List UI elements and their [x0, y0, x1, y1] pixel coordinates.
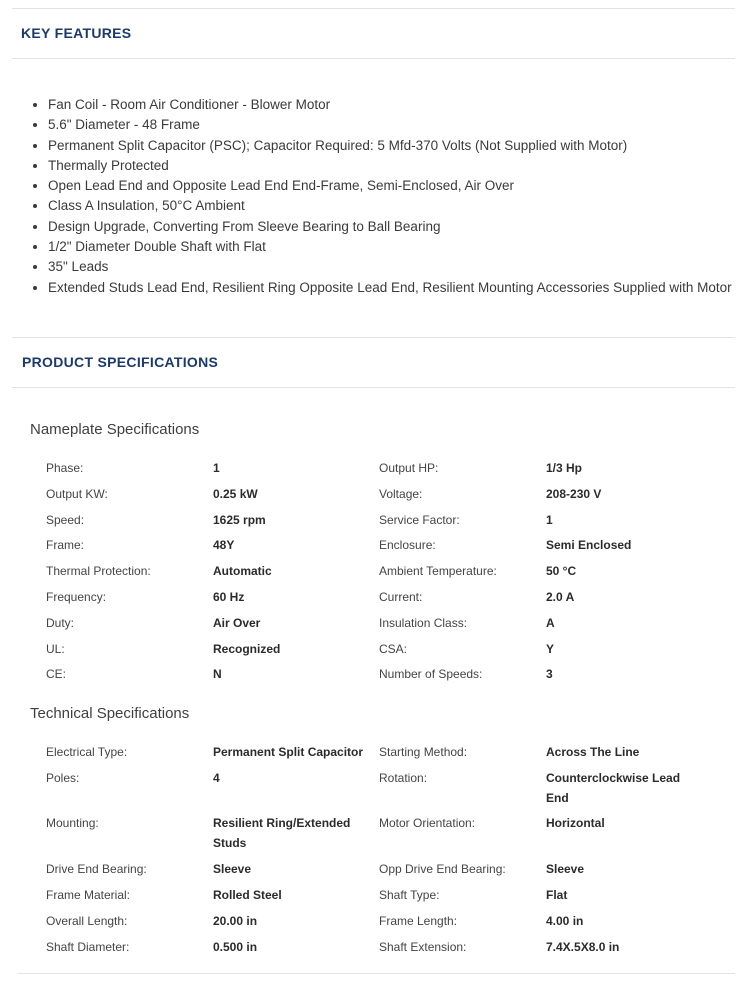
spec-label: Rotation: — [379, 771, 428, 785]
feature-item: • 35" Leads — [48, 257, 750, 277]
nameplate-spec-table — [46, 458, 736, 690]
spec-label: Duty: — [46, 615, 75, 630]
spec-label: Number of Speeds: — [379, 667, 483, 682]
spec-row — [46, 458, 736, 484]
spec-value: Permanent Split Capacitor — [213, 745, 364, 759]
spec-label: Current: — [379, 589, 423, 604]
spec-value: Semi Enclosed — [546, 538, 632, 553]
spec-label: Phase: — [46, 461, 84, 475]
spec-label: Frequency: — [46, 589, 107, 604]
spec-label: Output KW: — [46, 486, 108, 501]
spec-label: Motor Orientation: — [379, 816, 476, 830]
spec-value: 7.4X.5X8.0 in — [546, 940, 620, 954]
spec-label: Enclosure: — [379, 538, 436, 553]
spec-row — [46, 768, 736, 813]
feature-item: • Design Upgrade, Converting From Sleeve Bearing to Ball Bearing — [48, 217, 750, 237]
nameplate-specifications-title: Nameplate Specifications — [30, 421, 200, 438]
feature-item: • 1/2" Diameter Double Shaft with Flat — [48, 237, 750, 257]
spec-label: Speed: — [46, 512, 85, 527]
spec-value: 2.0 A — [546, 589, 575, 604]
spec-value: 4 — [213, 771, 220, 785]
spec-label: Voltage: — [379, 486, 423, 501]
spec-label: Starting Method: — [379, 745, 468, 759]
spec-value: Sleeve — [213, 862, 252, 876]
feature-item: • Fan Coil - Room Air Conditioner - Blower Motor — [48, 95, 750, 115]
spec-value: 1625 rpm — [213, 512, 266, 527]
spec-label: UL: — [46, 641, 65, 656]
spec-row — [46, 664, 736, 690]
spec-row — [46, 484, 736, 510]
feature-item: • Permanent Split Capacitor (PSC); Capacitor Required: 5 Mfd-370 Volts (Not Supplied with Motor) — [48, 136, 750, 156]
spec-label: Service Factor: — [379, 512, 460, 527]
spec-row — [46, 510, 736, 536]
key-features-heading: KEY FEATURES — [21, 25, 132, 41]
spec-value: 0.500 in — [213, 940, 258, 954]
spec-row — [46, 885, 736, 911]
feature-item: • Extended Studs Lead End, Resilient Ring Opposite Lead End, Resilient Mounting Accessories Supplied with Motor — [48, 278, 750, 298]
spec-value: N — [213, 667, 222, 682]
spec-value: Counterclockwise Lead End — [546, 771, 681, 805]
spec-row — [46, 859, 736, 885]
spec-label: Output HP: — [379, 461, 439, 475]
feature-item: • Thermally Protected — [48, 156, 750, 176]
spec-label: Shaft Type: — [379, 888, 440, 902]
spec-value: 1 — [546, 512, 553, 527]
spec-label: Frame Length: — [379, 914, 458, 928]
spec-value: Automatic — [213, 564, 272, 579]
spec-row — [46, 813, 736, 859]
spec-value: Rolled Steel — [213, 888, 282, 902]
spec-value: Resilient Ring/Extended Studs — [213, 816, 351, 850]
spec-value: 50 °C — [546, 564, 577, 579]
spec-row — [46, 639, 736, 665]
spec-label: Frame: — [46, 538, 85, 553]
spec-value: 20.00 in — [213, 914, 258, 928]
spec-value: 48Y — [213, 538, 235, 553]
spec-value: Air Over — [213, 615, 261, 630]
feature-item: • Class A Insulation, 50°C Ambient — [48, 196, 750, 216]
spec-value: 0.25 kW — [213, 486, 258, 501]
key-features-divider — [12, 58, 735, 59]
spec-row — [46, 937, 736, 963]
spec-label: Thermal Protection: — [46, 564, 151, 579]
spec-label: Shaft Extension: — [379, 940, 467, 954]
spec-label: Poles: — [46, 771, 80, 785]
spec-value: 60 Hz — [213, 589, 245, 604]
spec-value: 3 — [546, 667, 553, 682]
spec-value: Horizontal — [546, 816, 605, 830]
technical-specifications-title: Technical Specifications — [30, 705, 190, 722]
spec-value: 1 — [213, 461, 220, 475]
spec-label: Mounting: — [46, 816, 99, 830]
spec-label: CE: — [46, 667, 67, 682]
spec-label: Shaft Diameter: — [46, 940, 130, 954]
spec-label: Frame Material: — [46, 888, 131, 902]
spec-value: Y — [546, 641, 555, 656]
spec-row — [46, 742, 736, 768]
product-specs-divider — [12, 387, 735, 388]
product-specifications-heading: PRODUCT SPECIFICATIONS — [22, 354, 219, 370]
spec-row — [46, 561, 736, 587]
spec-value: A — [546, 615, 555, 630]
spec-value: 1/3 Hp — [546, 461, 583, 475]
spec-label: CSA: — [379, 641, 408, 656]
spec-value: Sleeve — [546, 862, 585, 876]
spec-row — [46, 613, 736, 639]
spec-label: Ambient Temperature: — [379, 564, 497, 579]
spec-value: 208-230 V — [546, 486, 602, 501]
bottom-divider — [18, 973, 735, 974]
top-divider — [12, 8, 735, 9]
spec-label: Drive End Bearing: — [46, 862, 147, 876]
spec-label: Overall Length: — [46, 914, 128, 928]
product-specs-top-divider — [12, 337, 735, 338]
spec-value: Recognized — [213, 641, 281, 656]
spec-value: 4.00 in — [546, 914, 584, 928]
spec-row — [46, 911, 736, 937]
spec-label: Insulation Class: — [379, 615, 468, 630]
spec-label: Opp Drive End Bearing: — [379, 862, 506, 876]
spec-row — [46, 535, 736, 561]
spec-value: Across The Line — [546, 745, 640, 759]
key-features-list — [20, 95, 750, 298]
feature-item: • 5.6" Diameter - 48 Frame — [48, 115, 750, 135]
spec-row — [46, 587, 736, 613]
spec-value: Flat — [546, 888, 568, 902]
spec-label: Electrical Type: — [46, 745, 128, 759]
technical-spec-table — [46, 742, 736, 963]
feature-item: • Open Lead End and Opposite Lead End End-Frame, Semi-Enclosed, Air Over — [48, 176, 750, 196]
